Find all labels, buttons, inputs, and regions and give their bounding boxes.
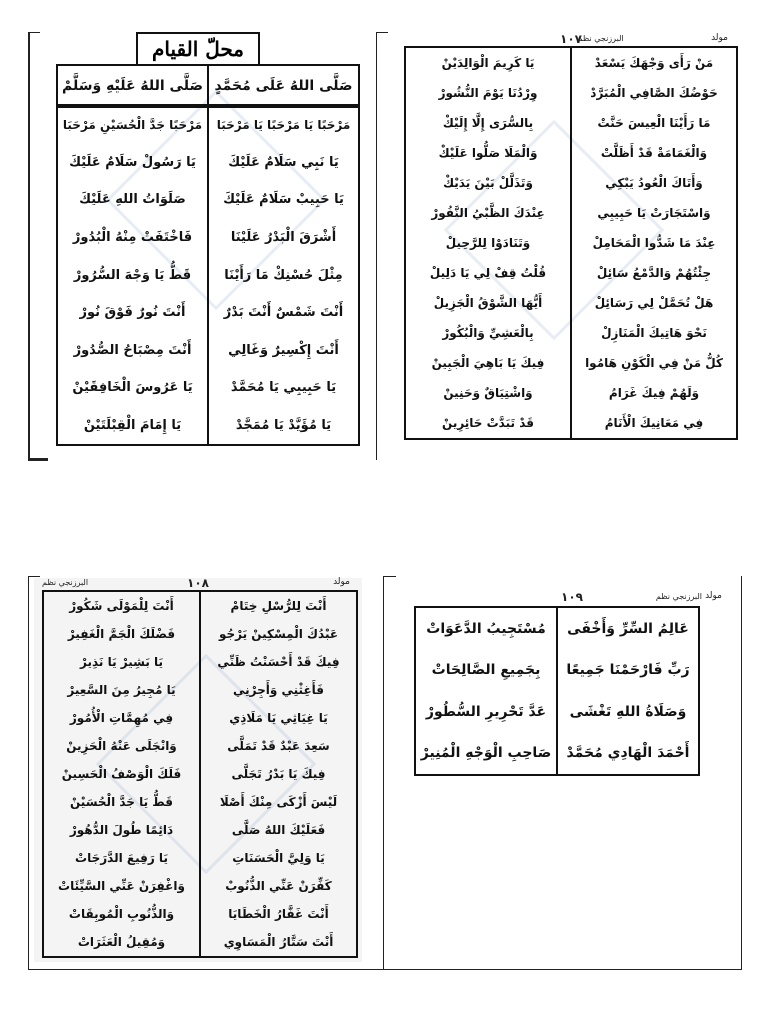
verse-line: أَنْتَ غَفَّارُ الْخَطَايَا [228, 907, 329, 921]
verse-line: يَا غِيَاثِي يَا مَلَاذِي [229, 711, 328, 725]
verse-line: وَالْغَمَامَةْ قَدْ أَظَلَّتْ [600, 146, 708, 160]
verse-line: يَا رَفِيعَ الدَّرَجَاتْ [75, 851, 168, 865]
verse-line: فَلَكَ الْوَصْفُ الْحَسِينْ [61, 767, 182, 781]
verse-line: كُلُّ مَنْ فِي الْكَوْنِ هَامُوا [585, 356, 723, 370]
page-border-right [741, 576, 742, 970]
column-right [201, 592, 356, 956]
verse-line: وَمُقِيلُ الْعَثَرَاتْ [77, 935, 166, 949]
verse-line: فَاخْتَفَتْ مِنْهُ الْبُدُورْ [72, 229, 193, 245]
verse-line: قَطُّ يَا جَدَّ الْحُسَيْنْ [70, 795, 174, 809]
book-name: مولد [333, 577, 350, 587]
verse-line: عِنْدَ مَا شَدُّوا الْمَحَامِلْ [592, 236, 716, 250]
verse-line: أَنْتَ مِصْبَاحُ الصُّدُورْ [73, 342, 192, 358]
page-title: محلّ القيام [136, 32, 260, 66]
column-left [416, 608, 558, 774]
verse-line: قَدْ تَبَدَّتْ حَائِرِينْ [442, 416, 534, 430]
page-border-bottom [28, 458, 48, 461]
verse-line: عَبْدُكَ الْمِسْكِينْ يَرْجُو [218, 627, 339, 641]
verse-line: يَا نَبِي سَلَامٌ عَلَيْكَ [228, 154, 339, 170]
verse-line: أَحْمَدَ الْهَادِي مُحَمَّدْ [566, 745, 690, 762]
verse-line: عَالِمُ السِّرِّ وَأَخْفَى [567, 620, 689, 637]
verse-line: نَحْوَ هَاتِيكَ الْمَنَازِلْ [601, 326, 707, 340]
verse-line: يَا عَرُوسَ الْخَافِقَيْنْ [72, 380, 193, 396]
verse-line: يَا إِمَامَ الْقِبْلَتَيْنْ [83, 417, 182, 433]
verse-line: دَائِمًا طُولَ الدُّهُورْ [69, 823, 174, 837]
verse-line: فِي مُهِمَّاتِ الْأُمُورْ [69, 711, 174, 725]
verse-line: بِجَمِيعِ الصَّالِحَاتْ [431, 662, 541, 679]
verse-line: وِرْدُنَا يَوْمَ النُّشُورْ [438, 86, 538, 100]
verse-line: جِئْتُهُمْ وَالدَّمْعُ سَائِلْ [596, 266, 712, 280]
verse-line: هَلْ تُحَمَّلْ لِي رَسَائِلْ [594, 296, 714, 310]
verse-line: يَا بَشِيرْ يَا نَذِيرْ [79, 655, 164, 669]
book-name: مولد [705, 591, 722, 601]
verse-line: عَدَّ تَحْرِيرِ السُّطُورْ [425, 703, 547, 720]
verse-line: مَرْحَبًا يَا مَرْحَبًا يَا مَرْحَبَا [216, 117, 351, 132]
verse-line: بِالْعَشِيِّ وَالْبُكُورْ [442, 326, 534, 340]
verse-line: أَنْتَ لِلْمَوْلَى شَكُورْ [69, 599, 174, 613]
verse-line: عِنْدَكَ الظَّبْيُ النَّفُورْ [431, 206, 545, 220]
verse-line: وَالْمَلَا صَلُّوا عَلَيْكْ [438, 146, 538, 160]
verse-line: رَبِّ فَارْحَمْنَا جَمِيعًا [566, 662, 690, 679]
verse-line: فَضْلَكَ الْجَمَّ الْغَفِيرْ [67, 627, 176, 641]
verse-line: يَا مُؤَيَّدْ يَا مُمَجَّدْ [235, 417, 332, 433]
book-subtitle: البرزنجي نظم [655, 592, 702, 601]
page-border-left [376, 32, 377, 460]
verse-line: سَعِدَ عَبْدٌ قَدْ تَمَلَّى [227, 739, 330, 753]
verse-line: حَوْضُكَ الصَّافِي الْمُبَرَّدْ [590, 86, 718, 100]
verse-line: وَاشْتِيَاقٌ وَحَنِينْ [443, 386, 533, 400]
verse-line: يَا وَلِيَّ الْحَسَنَاتِ [232, 851, 325, 865]
verse-line: بِالسُّرَى إِلَّا إِلَيْكْ [442, 116, 534, 130]
page-border-bottom [384, 969, 742, 970]
verse-line: أَنْتَ إِكْسِيرٌ وَغَالِي [228, 342, 339, 358]
verse-table [42, 590, 358, 958]
verse-line: يَا حَبِيبِي يَا مُحَمَّدْ [230, 380, 337, 396]
verse-line: وَانْجَلَى عَنْهُ الْحَزِينْ [66, 739, 177, 753]
verse-line: قَطُّ يَا وَجْهَ السُّرُورْ [73, 267, 192, 283]
verse-line: أَنْتَ نُورٌ فَوْقَ نُورْ [79, 305, 186, 321]
verse-line: مُسْتَجِيبُ الدَّعَوَاتْ [426, 620, 546, 637]
page-border-left [28, 576, 29, 970]
header-row [56, 64, 360, 108]
verse-line: أَنْتَ شَمْسٌ أَنْتَ بَدْرٌ [223, 305, 344, 321]
book-name: مولد [711, 33, 728, 43]
verse-line: مَا رَأَيْنَا الْعِيسَ حَنَّتْ [597, 116, 711, 130]
page-number: ١٠٧ [560, 32, 582, 46]
verse-line: مَرْحَبًا جَدَّ الْحُسَيْنِ مَرْحَبَا [62, 117, 203, 132]
column-right [558, 608, 698, 774]
page-107 [376, 32, 740, 462]
page-border-bottom [28, 969, 384, 970]
column-left [58, 106, 209, 444]
book-subtitle: البرزنجي نظم [577, 34, 624, 43]
verse-table [56, 104, 360, 446]
verse-line: أَشْرَقَ الْبَدْرُ عَلَيْنَا [230, 229, 337, 245]
page-border-left [28, 32, 30, 460]
verse-line: وَلَهُمْ فِيكَ غَرَامُ [608, 386, 700, 400]
page-106 [28, 32, 364, 462]
header-left: صَلَّى اللهُ عَلَيْهِ وَسَلَّمْ [58, 66, 209, 106]
verse-line: صَاحِبِ الْوَجْهِ الْمُنِيرْ [420, 745, 552, 762]
verse-line: قُلْتُ قِفْ لِي يَا دَلِيلْ [429, 266, 547, 280]
column-right [209, 106, 358, 444]
page-border-top [28, 32, 40, 33]
column-right [572, 48, 736, 438]
verse-line: يَا كَرِيمَ الْوَالِدَيْنْ [441, 56, 535, 70]
verse-line: صَلَوَاتُ اللهِ عَلَيْكَ [79, 192, 186, 208]
verse-line: وَاغْفِرَنْ عَنِّي السَّيِّئَاتْ [58, 879, 185, 893]
book-subtitle: البرزنجي نظم [42, 578, 89, 587]
verse-line: مِثْلَ حُسْنِكْ مَا رَأَيْنَا [224, 267, 343, 283]
verse-line: وَتَذَلَّلْ بَيْنَ يَدَيْكْ [443, 176, 533, 190]
verse-line: كَفِّرَنْ عَنِّي الذُّنُوبْ [225, 879, 332, 893]
page-number: ١٠٨ [187, 576, 209, 590]
verse-line: يَا مُجِيرُ مِنَ السَّعِيرْ [67, 683, 176, 697]
verse-line: فَأَغِثْنِي وَأَجِرْنِي [233, 683, 325, 697]
page-108 [28, 576, 384, 972]
page-header [414, 590, 730, 606]
verse-line: وَاسْتَجَارَتْ يَا حَبِيبِي [597, 206, 711, 220]
column-left [406, 48, 572, 438]
verse-table [414, 606, 700, 776]
page-109 [384, 576, 742, 972]
verse-line: يَا رَسُولْ سَلَامٌ عَلَيْكَ [69, 154, 196, 170]
column-left [44, 592, 201, 956]
verse-line: فِي مَعَانِيكَ الْأَنَامُ [604, 416, 704, 430]
verse-line: فِيكَ يَا بَاهِيَ الْجَبِينْ [431, 356, 545, 370]
verse-line: فِيكَ قَدْ أَحْسَنْتُ ظَنِّي [217, 655, 340, 669]
verse-line: يَا حَبِيبْ سَلَامٌ عَلَيْكَ [223, 192, 344, 208]
verse-line: فِيكَ يَا بَدْرُ تَجَلَّى [231, 767, 326, 781]
verse-line: فَعَلَيْكَ اللهُ صَلَّى [231, 823, 326, 837]
page-border-top [384, 576, 396, 577]
verse-line: أَنْتَ سَتَّارُ الْمَسَاوِي [223, 935, 334, 949]
verse-table [404, 46, 738, 440]
verse-line: وَتَنَادَوْا لِلرَّحِيلْ [445, 236, 531, 250]
verse-line: وَأَتَاكَ الْعُودُ يَبْكِي [605, 176, 703, 190]
header-right: صَلَّى اللهُ عَلَى مُحَمَّدٍ [214, 78, 353, 94]
verse-line: لَيْسَ أَزْكَى مِنْكَ أَصْلَا [219, 795, 338, 809]
page-number: ١٠٩ [561, 590, 583, 604]
verse-line: أَيُّهَا الشَّوْقُ الْجَزِيلْ [433, 296, 543, 310]
verse-line: مَنْ رَأَى وَجْهَكَ يَسْعَدْ [594, 56, 714, 70]
verse-line: وَصَلَاةُ اللهِ تَغْشَى [569, 703, 687, 720]
verse-line: وَالذُّنُوبِ الْمُوبِقَاتْ [68, 907, 175, 921]
verse-line: أَنْتَ لِلرُّسْلِ خِتَامْ [230, 599, 327, 613]
page-border-top [376, 32, 388, 33]
